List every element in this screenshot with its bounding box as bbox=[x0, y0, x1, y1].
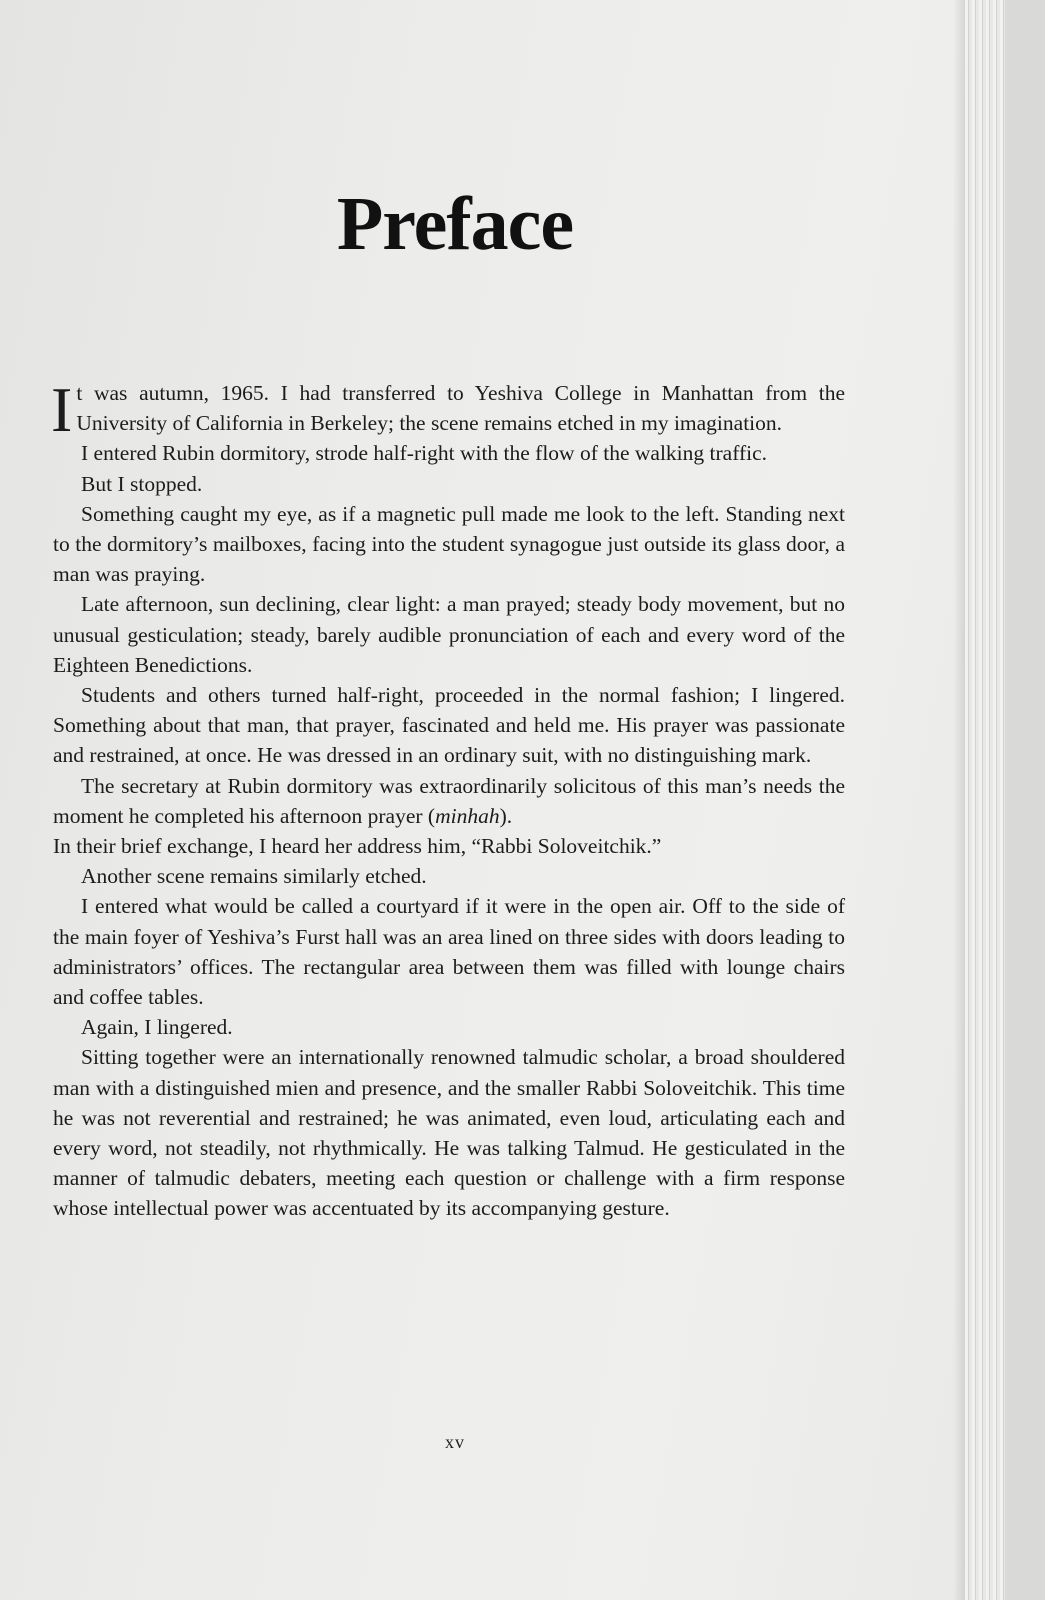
paragraph-1 bbox=[51, 374, 845, 445]
paragraph-7 bbox=[53, 771, 845, 831]
paragraph-4: Something caught my eye, as if a magnetic pull made me look to the left. Standing next to the dormitory’s mailboxes, facing into the student synagogue just outside its glass door, a man was praying. bbox=[53, 501, 845, 587]
page-gutter-shadow bbox=[953, 0, 965, 1600]
paragraph-9: Another scene remains similarly etched. bbox=[81, 864, 427, 889]
paragraph-3: But I stopped. bbox=[81, 471, 203, 496]
page-stack-edge bbox=[965, 0, 1005, 1600]
page-number: xv bbox=[445, 1432, 465, 1452]
paragraph-5: Late afternoon, sun declining, clear light: a man prayed; steady body movement, but no unusual gesticulation; steady, barely audible pronunciation of each and every word of the Eighteen Benedictions. bbox=[53, 592, 845, 677]
paragraph-7-text-a: The secretary at Rubin dormitory was extraordinarily solicitous of this man’s needs the moment he completed his afternoon prayer ( bbox=[53, 773, 845, 828]
paragraph-10: I entered what would be called a courtyard if it were in the open air. Off to the side of the main foyer of Yeshiva’s Furst hall was an area lined on three sides with doors leading to administrators’ offices. The rectangular area between them was filled with lounge chairs and coffee tables. bbox=[53, 894, 845, 1010]
paragraph-7-italic: minhah bbox=[435, 803, 500, 828]
paragraph-12: Sitting together were an internationally renowned talmudic scholar, a broad shouldered man with a distinguished mien and presence, and the smaller Rabbi Soloveitchik. This time he was not reverential and restrained; he was animated, even loud, articulating each and every word, not steadily, not rhythmically. He was talking Talmud. He gesticulated in the manner of talmudic debaters, meeting each question or challenge with a firm response whose intellectual power was accentuated by its accompanying gesture. bbox=[53, 1045, 845, 1221]
paragraph-8: In their brief exchange, I heard her address him, “Rabbi Soloveitchik.” bbox=[53, 834, 662, 859]
body-text bbox=[51, 374, 845, 1224]
drop-cap: I bbox=[51, 374, 73, 445]
paragraph-6: Students and others turned half-right, proceeded in the normal fashion; I lingered. Something about that man, that prayer, fascinated and held me. His prayer was passionate and restrained, at once. He was dressed in an ordinary suit, with no distinguishing mark. bbox=[53, 683, 845, 768]
paragraph-11: Again, I lingered. bbox=[81, 1015, 233, 1040]
page-title: Preface bbox=[336, 182, 574, 266]
paragraph-2: I entered Rubin dormitory, strode half-right with the flow of the walking traffic. bbox=[81, 441, 768, 466]
paragraph-7-text-b: ). bbox=[499, 803, 513, 828]
paragraph-1-text: t was autumn, 1965. I had transferred to Yeshiva College in Manhattan from the University of California in Berkeley; the scene remains etched in my imagination. bbox=[76, 381, 845, 436]
